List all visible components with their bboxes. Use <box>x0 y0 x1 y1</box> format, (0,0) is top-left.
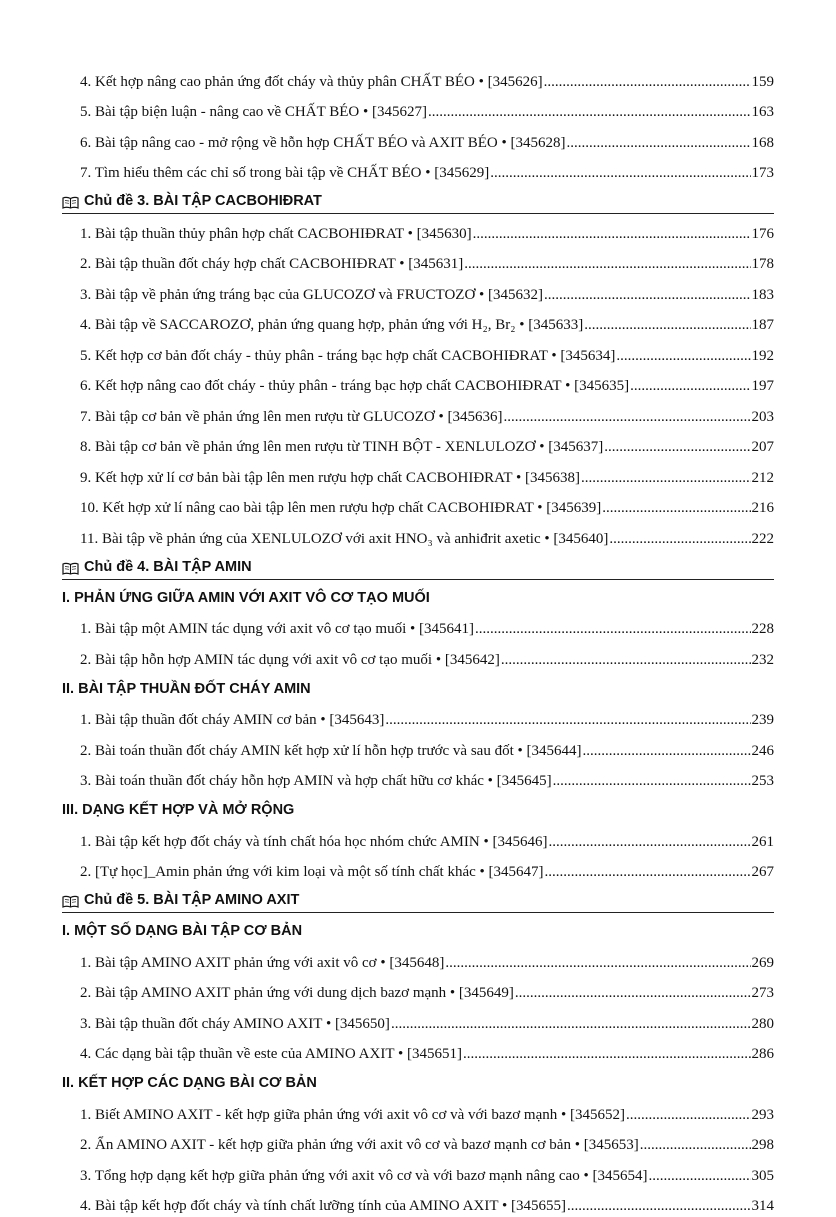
entry-title: 7. Tìm hiểu thêm các chỉ số trong bài tập về CHẤT BÉO • [345629] <box>80 164 489 182</box>
dot-leader <box>464 255 750 273</box>
page-number: 187 <box>752 316 775 334</box>
toc-entry[interactable] <box>62 762 774 793</box>
dot-leader <box>604 438 750 456</box>
dot-leader <box>391 1015 751 1033</box>
dot-leader <box>609 530 750 548</box>
page-number: 192 <box>752 347 775 365</box>
entry-title: 9. Kết hợp xử lí cơ bản bài tập lên men rượu hợp chất CACBOHIĐRAT • [345638] <box>80 469 580 487</box>
page-number: 280 <box>752 1015 775 1033</box>
toc-entry[interactable] <box>62 974 774 1005</box>
entry-title: 3. Bài tập về phản ứng tráng bạc của GLUCOZƠ và FRUCTOZƠ • [345632] <box>80 286 543 304</box>
entry-title: 3. Bài tập thuần đốt cháy AMINO AXIT • [345650] <box>80 1015 390 1033</box>
page-number: 286 <box>752 1045 775 1063</box>
dot-leader <box>602 499 750 517</box>
entry-title: 11. Bài tập về phản ứng của XENLULOZƠ với axit HNO₃ và anhiđrit axetic • [345640] <box>80 530 608 548</box>
section-title: II. BÀI TẬP THUẦN ĐỐT CHÁY AMIN <box>62 681 311 697</box>
entry-title: 1. Biết AMINO AXIT - kết hợp giữa phản ứng với axit vô cơ và với bazơ mạnh • [345652] <box>80 1106 625 1124</box>
dot-leader <box>504 408 751 426</box>
page-number: 305 <box>752 1167 775 1185</box>
book-icon <box>62 895 79 908</box>
dot-leader <box>553 772 751 790</box>
topic-title: Chủ đề 3. BÀI TẬP CACBOHIĐRAT <box>84 193 322 209</box>
entry-title: 2. Bài tập thuần đốt cháy hợp chất CACBOHIĐRAT • [345631] <box>80 255 463 273</box>
section-title: III. DẠNG KẾT HỢP VÀ MỞ RỘNG <box>62 802 294 818</box>
toc-entry[interactable] <box>62 458 774 489</box>
page-number: 178 <box>752 255 775 273</box>
entry-title: 5. Bài tập biện luận - nâng cao về CHẤT BÉO • [345627] <box>80 103 427 121</box>
toc-entry[interactable] <box>62 489 774 520</box>
entry-title: 2. [Tự học]_Amin phản ứng với kim loại và một số tính chất khác • [345647] <box>80 863 544 881</box>
toc-entry[interactable] <box>62 853 774 884</box>
toc-entry[interactable] <box>62 519 774 550</box>
entry-title: 6. Kết hợp nâng cao đốt cháy - thủy phân - tráng bạc hợp chất CACBOHIĐRAT • [345635] <box>80 377 629 395</box>
dot-leader <box>584 316 750 334</box>
toc-entry[interactable] <box>62 154 774 185</box>
dot-leader <box>501 651 751 669</box>
page-number: 173 <box>752 164 775 182</box>
entry-title: 1. Bài tập thuần đốt cháy AMIN cơ bản • [345643] <box>80 711 384 729</box>
dot-leader <box>428 103 751 121</box>
entry-title: 10. Kết hợp xử lí nâng cao bài tập lên men rượu hợp chất CACBOHIĐRAT • [345639] <box>80 499 601 517</box>
dot-leader <box>473 225 751 243</box>
toc-entry[interactable] <box>62 93 774 124</box>
table-of-contents <box>62 62 774 1217</box>
page-number: 253 <box>752 772 775 790</box>
toc-entry[interactable] <box>62 1187 774 1217</box>
page-number: 314 <box>752 1197 775 1215</box>
entry-title: 1. Bài tập một AMIN tác dụng với axit vô cơ tạo muối • [345641] <box>80 620 474 638</box>
book-icon <box>62 562 79 575</box>
dot-leader <box>567 134 751 152</box>
toc-entry[interactable] <box>62 245 774 276</box>
toc-entry[interactable] <box>62 275 774 306</box>
toc-entry[interactable] <box>62 367 774 398</box>
page-number: 183 <box>752 286 775 304</box>
entry-title: 7. Bài tập cơ bản về phản ứng lên men rượu từ GLUCOZƠ • [345636] <box>80 408 503 426</box>
page-number: 273 <box>752 984 775 1002</box>
page-number: 197 <box>752 377 775 395</box>
section-heading <box>62 1065 774 1095</box>
section-title: I. MỘT SỐ DẠNG BÀI TẬP CƠ BẢN <box>62 923 302 939</box>
toc-entry[interactable] <box>62 397 774 428</box>
book-icon <box>62 196 79 209</box>
toc-entry[interactable] <box>62 123 774 154</box>
entry-title: 4. Các dạng bài tập thuần về este của AMINO AXIT • [345651] <box>80 1045 462 1063</box>
section-title: I. PHẢN ỨNG GIỮA AMIN VỚI AXIT VÔ CƠ TẠO MUỐI <box>62 590 430 606</box>
entry-title: 1. Bài tập AMINO AXIT phản ứng với axit vô cơ • [345648] <box>80 954 444 972</box>
toc-entry[interactable] <box>62 822 774 853</box>
page-number: 267 <box>752 863 775 881</box>
topic-title: Chủ đề 4. BÀI TẬP AMIN <box>84 559 252 575</box>
section-heading <box>62 792 774 822</box>
page-number: 246 <box>752 742 775 760</box>
entry-title: 4. Kết hợp nâng cao phản ứng đốt cháy và thủy phân CHẤT BÉO • [345626] <box>80 73 543 91</box>
dot-leader <box>626 1106 751 1124</box>
entry-title: 3. Tổng hợp dạng kết hợp giữa phản ứng với axit vô cơ và với bazơ mạnh nâng cao • [345654] <box>80 1167 647 1185</box>
entry-title: 1. Bài tập kết hợp đốt cháy và tính chất hóa học nhóm chức AMIN • [345646] <box>80 833 547 851</box>
page-number: 159 <box>752 73 775 91</box>
section-heading <box>62 913 774 943</box>
page-number: 168 <box>752 134 775 152</box>
dot-leader <box>548 833 750 851</box>
toc-entry[interactable] <box>62 1156 774 1187</box>
toc-entry[interactable] <box>62 640 774 671</box>
dot-leader <box>463 1045 751 1063</box>
dot-leader <box>616 347 750 365</box>
page-number: 228 <box>752 620 775 638</box>
dot-leader <box>445 954 750 972</box>
toc-entry[interactable] <box>62 62 774 93</box>
dot-leader <box>515 984 751 1002</box>
dot-leader <box>544 73 751 91</box>
toc-entry[interactable] <box>62 731 774 762</box>
toc-entry[interactable] <box>62 1095 774 1126</box>
page-number: 261 <box>752 833 775 851</box>
entry-title: 2. Ẩn AMINO AXIT - kết hợp giữa phản ứng với axit vô cơ và bazơ mạnh cơ bản • [345653] <box>80 1136 639 1154</box>
section-title: II. KẾT HỢP CÁC DẠNG BÀI CƠ BẢN <box>62 1075 317 1091</box>
toc-entry[interactable] <box>62 214 774 245</box>
toc-entry[interactable] <box>62 701 774 732</box>
entry-title: 2. Bài tập AMINO AXIT phản ứng với dung dịch bazơ mạnh • [345649] <box>80 984 514 1002</box>
entry-title: 6. Bài tập nâng cao - mở rộng về hỗn hợp CHẤT BÉO và AXIT BÉO • [345628] <box>80 134 566 152</box>
page-number: 232 <box>752 651 775 669</box>
dot-leader <box>581 469 751 487</box>
toc-entry[interactable] <box>62 1126 774 1157</box>
dot-leader <box>544 286 750 304</box>
topic-title: Chủ đề 5. BÀI TẬP AMINO AXIT <box>84 892 299 908</box>
toc-entry[interactable] <box>62 943 774 974</box>
entry-title: 1. Bài tập thuần thủy phân hợp chất CACBOHIĐRAT • [345630] <box>80 225 472 243</box>
page-number: 269 <box>752 954 775 972</box>
dot-leader <box>640 1136 751 1154</box>
dot-leader <box>490 164 750 182</box>
dot-leader <box>582 742 750 760</box>
dot-leader <box>545 863 751 881</box>
topic-heading <box>62 883 774 913</box>
page-number: 163 <box>752 103 775 121</box>
toc-entry[interactable] <box>62 1035 774 1066</box>
entry-title: 4. Bài tập kết hợp đốt cháy và tính chất lưỡng tính của AMINO AXIT • [345655] <box>80 1197 566 1215</box>
page-number: 203 <box>752 408 775 426</box>
page-number: 212 <box>752 469 775 487</box>
dot-leader <box>385 711 750 729</box>
page-number: 298 <box>752 1136 775 1154</box>
entry-title: 5. Kết hợp cơ bản đốt cháy - thủy phân - tráng bạc hợp chất CACBOHIĐRAT • [345634] <box>80 347 615 365</box>
section-heading <box>62 580 774 610</box>
topic-heading <box>62 184 774 214</box>
entry-title: 3. Bài toán thuần đốt cháy hỗn hợp AMIN và hợp chất hữu cơ khác • [345645] <box>80 772 552 790</box>
entry-title: 8. Bài tập cơ bản về phản ứng lên men rượu từ TINH BỘT - XENLULOZƠ • [345637] <box>80 438 603 456</box>
dot-leader <box>630 377 750 395</box>
page-number: 239 <box>752 711 775 729</box>
page-number: 216 <box>752 499 775 517</box>
toc-entry[interactable] <box>62 1004 774 1035</box>
dot-leader <box>648 1167 750 1185</box>
toc-entry[interactable] <box>62 428 774 459</box>
page-number: 222 <box>752 530 775 548</box>
page-number: 207 <box>752 438 775 456</box>
entry-title: 4. Bài tập về SACCAROZƠ, phản ứng quang hợp, phản ứng với H₂, Br₂ • [345633] <box>80 316 583 334</box>
entry-title: 2. Bài tập hỗn hợp AMIN tác dụng với axit vô cơ tạo muối • [345642] <box>80 651 500 669</box>
entry-title: 2. Bài toán thuần đốt cháy AMIN kết hợp xử lí hỗn hợp trước và sau đốt • [345644] <box>80 742 581 760</box>
page-number: 293 <box>752 1106 775 1124</box>
dot-leader <box>475 620 751 638</box>
topic-heading <box>62 550 774 580</box>
toc-entry[interactable] <box>62 610 774 641</box>
toc-entry[interactable] <box>62 336 774 367</box>
page-number: 176 <box>752 225 775 243</box>
toc-entry[interactable] <box>62 306 774 337</box>
section-heading <box>62 671 774 701</box>
